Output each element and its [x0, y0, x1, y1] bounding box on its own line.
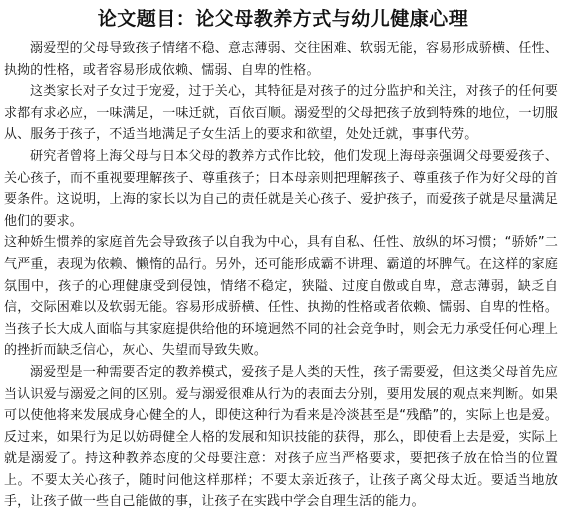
paragraph-shanghai-japan-study: 研究者曾将上海父母与日本父母的教养方式作比较，他们发现上海母亲强调父母要爱孩子、关心孩子，而不重视要理解孩子、尊重孩子；日本母亲则把理解孩子、尊重孩子作为好父母的首要条件。这说明，上海的家长以为自己的责任就是关心孩子、爱护孩子，而爱孩子就是尽量满足他们的要求。	[4, 148, 558, 229]
paragraph-love-vs-spoiling: 溺爱型是一种需要否定的教养模式，爱孩子是人类的天性，孩子需要爱，但这类父母首先应当认识爱与溺爱之间的区别。爱与溺爱很难从行为的表面去分别，要用发展的观点来判断。如果可以使他将来发展成身心健全的人，即使这种行为看来是冷淡甚至是“残酷”的，实际上也是爱。反过来，如果行为足以妨碍健全人格的发展和知识技能的获得，那么，即使看上去是爱，实际上就是溺爱了。持这种教养态度的父母要注意：对孩子应当严格要求，要把孩子放在恰当的位置上。不要太关心孩子，随时问他这样那样；不要太亲近孩子，让孩子离父母太近。要适当地放手，让孩子做一些自己能做的事，让孩子在实践中学会自理生活的能力。	[4, 364, 558, 510]
document-title: 论文题目：论父母教养方式与幼儿健康心理	[97, 8, 469, 30]
paragraph-spoiling-effects: 溺爱型的父母导致孩子情绪不稳、意志薄弱、交往困难、软弱无能，容易形成骄横、任性、执拗的性格，或者容易形成依赖、懦弱、自卑的性格。	[4, 41, 558, 78]
paragraph-family-consequences: 这种娇生惯养的家庭首先会导致孩子以自我为中心，具有自私、任性、放纵的坏习惯；“骄娇”二气严重，表现为依赖、懒惰的品行。另外，还可能形成霸不讲理、霸道的坏脾气。在这样的家庭氛围中，孩子的心理健康受到侵蚀，情绪不稳定，狭隘、过度自傲或自卑，意志薄弱，缺乏自信，交际困难以及软弱无能。容易形成骄横、任性、执拗的性格或者依赖、懦弱、自卑的性格。当孩子长大成人面临与其家庭提供给他的环境迥然不同的社会竞争时，则会无力承受任何心理上的挫折而缺乏信心，灰心、失望而导致失败。	[4, 235, 558, 359]
paragraph-parent-traits: 这类家长对子女过于宠爱，过于关心，其特征是对孩子的过分监护和关注，对孩子的任何要求都有求必应，一味满足，一味迁就，百依百顺。溺爱型的父母把孩子放到特殊的地位，一切服从、服务于孩子，不适当地满足子女生活上的要求和欲望，处处迁就，事事代劳。	[4, 84, 558, 143]
